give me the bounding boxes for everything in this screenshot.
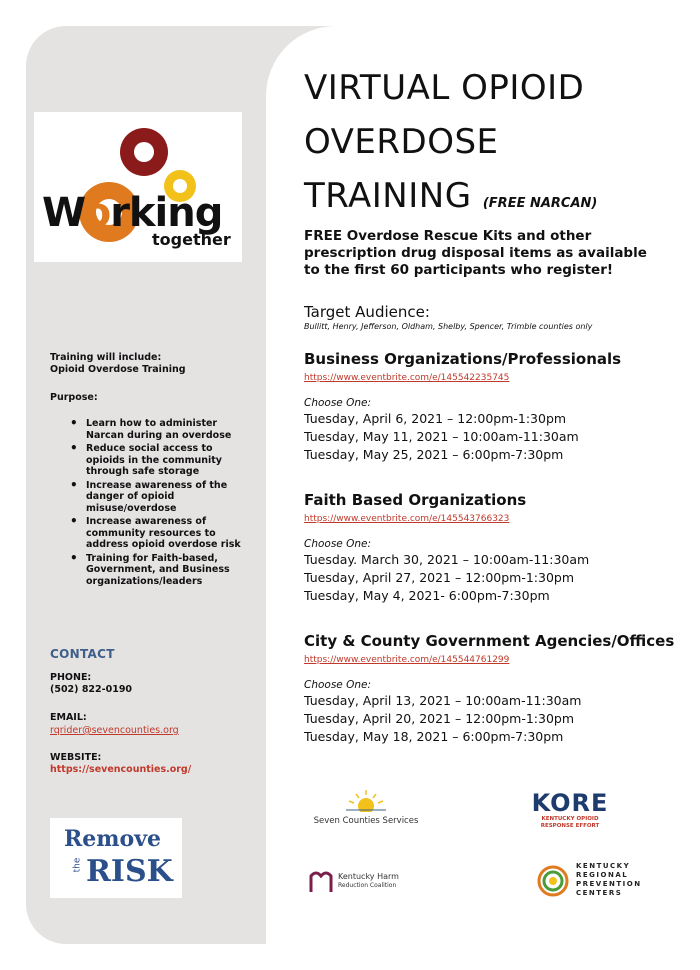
section-link[interactable]: https://www.eventbrite.com/e/145544761299 xyxy=(304,655,510,665)
choose-label: Choose One: xyxy=(304,679,372,691)
website-label: WEBSITE: xyxy=(50,752,102,763)
time-slot: Tuesday. March 30, 2021 – 10:00am-11:30am xyxy=(304,552,590,567)
list-item: • Training for Faith-based, Government, and Business organizations/leaders xyxy=(70,553,245,588)
kore-sub-1: KENTUCKY OPIOID xyxy=(541,816,599,822)
logo-sub: together xyxy=(152,230,231,249)
section-link[interactable]: https://www.eventbrite.com/e/145543766323 xyxy=(304,514,510,524)
time-slot: Tuesday, April 27, 2021 – 12:00pm-1:30pm xyxy=(304,570,575,585)
time-slot: Tuesday, April 20, 2021 – 12:00pm-1:30pm xyxy=(304,711,575,726)
title-line-2: OVERDOSE xyxy=(304,122,499,162)
email-link[interactable]: rqrider@sevencounties.org xyxy=(50,725,179,736)
title-line-3: TRAINING (FREE NARCAN) xyxy=(304,176,598,216)
seven-counties-logo xyxy=(306,788,426,828)
purpose-list xyxy=(70,418,245,589)
time-slot: Tuesday, May 4, 2021- 6:00pm-7:30pm xyxy=(304,588,550,603)
phone-value: (502) 822-0190 xyxy=(50,684,133,695)
harm-reduction-logo xyxy=(308,866,418,906)
kore-logo xyxy=(530,790,610,838)
audience-heading: Target Audience: xyxy=(304,303,430,321)
lead-text: FREE Overdose Rescue Kits and other prescription drug disposal items as available to the first 60 participants who register! xyxy=(304,228,647,278)
list-item: • Learn how to administer Narcan during an overdose xyxy=(70,418,245,441)
time-slot: Tuesday, May 18, 2021 – 6:00pm-7:30pm xyxy=(304,729,564,744)
purpose-heading: Purpose: xyxy=(50,392,98,403)
krpc-line-1: KENTUCKY xyxy=(576,862,631,870)
krpc-line-3: PREVENTION xyxy=(576,880,642,888)
section-heading: Faith Based Organizations xyxy=(304,491,527,509)
time-slot: Tuesday, April 13, 2021 – 10:00am-11:30am xyxy=(304,693,582,708)
title-line-1: VIRTUAL OPIOID xyxy=(304,68,585,108)
choose-label: Choose One: xyxy=(304,538,372,550)
time-slot: Tuesday, May 11, 2021 – 10:00am-11:30am xyxy=(304,429,579,444)
section-heading: Business Organizations/Professionals xyxy=(304,350,622,368)
krpc-logo xyxy=(536,860,646,904)
section-heading: City & County Government Agencies/Offices xyxy=(304,632,675,650)
krpc-swirl-icon xyxy=(536,864,570,898)
section-link[interactable]: https://www.eventbrite.com/e/145542235745 xyxy=(304,373,510,383)
website-link[interactable]: https://sevencounties.org/ xyxy=(50,764,192,775)
harm-text-1: Kentucky Harm xyxy=(338,872,399,881)
logo-word: Working xyxy=(42,190,223,236)
list-item: • Reduce social access to opioids in the community through safe storage xyxy=(70,443,245,478)
audience-sub: Bullitt, Henry, Jefferson, Oldham, Shelby, Spencer, Trimble counties only xyxy=(304,322,593,331)
seven-counties-text: Seven Counties Services xyxy=(313,816,419,826)
working-together-logo xyxy=(34,112,242,262)
include-item: Opioid Overdose Training xyxy=(50,364,186,375)
kore-sub-2: RESPONSE EFFORT xyxy=(540,823,600,829)
krpc-line-2: REGIONAL xyxy=(576,871,629,879)
include-heading: Training will include: xyxy=(50,352,162,363)
list-item: • Increase awareness of community resources to address opioid overdose risk xyxy=(70,516,245,551)
remove-the-risk-logo xyxy=(50,818,182,898)
choose-label: Choose One: xyxy=(304,397,372,409)
email-label: EMAIL: xyxy=(50,712,87,723)
harm-text-2: Reduction Coalition xyxy=(338,882,397,889)
time-slot: Tuesday, April 6, 2021 – 12:00pm-1:30pm xyxy=(304,411,567,426)
list-item: • Increase awareness of the danger of opioid misuse/overdose xyxy=(70,480,245,515)
contact-heading: CONTACT xyxy=(50,647,115,661)
krpc-text xyxy=(576,862,642,898)
risk-top: Remove xyxy=(64,826,162,852)
kore-word: KORE xyxy=(531,789,609,817)
phone-label: PHONE: xyxy=(50,672,92,683)
title-note: (FREE NARCAN) xyxy=(482,196,598,211)
risk-bottom: RISK xyxy=(86,854,173,889)
risk-the: the xyxy=(72,857,83,873)
time-slot: Tuesday, May 25, 2021 – 6:00pm-7:30pm xyxy=(304,447,564,462)
sunrise-icon xyxy=(306,788,426,812)
harm-reduction-icon xyxy=(308,868,334,894)
krpc-line-4: CENTERS xyxy=(576,889,623,897)
